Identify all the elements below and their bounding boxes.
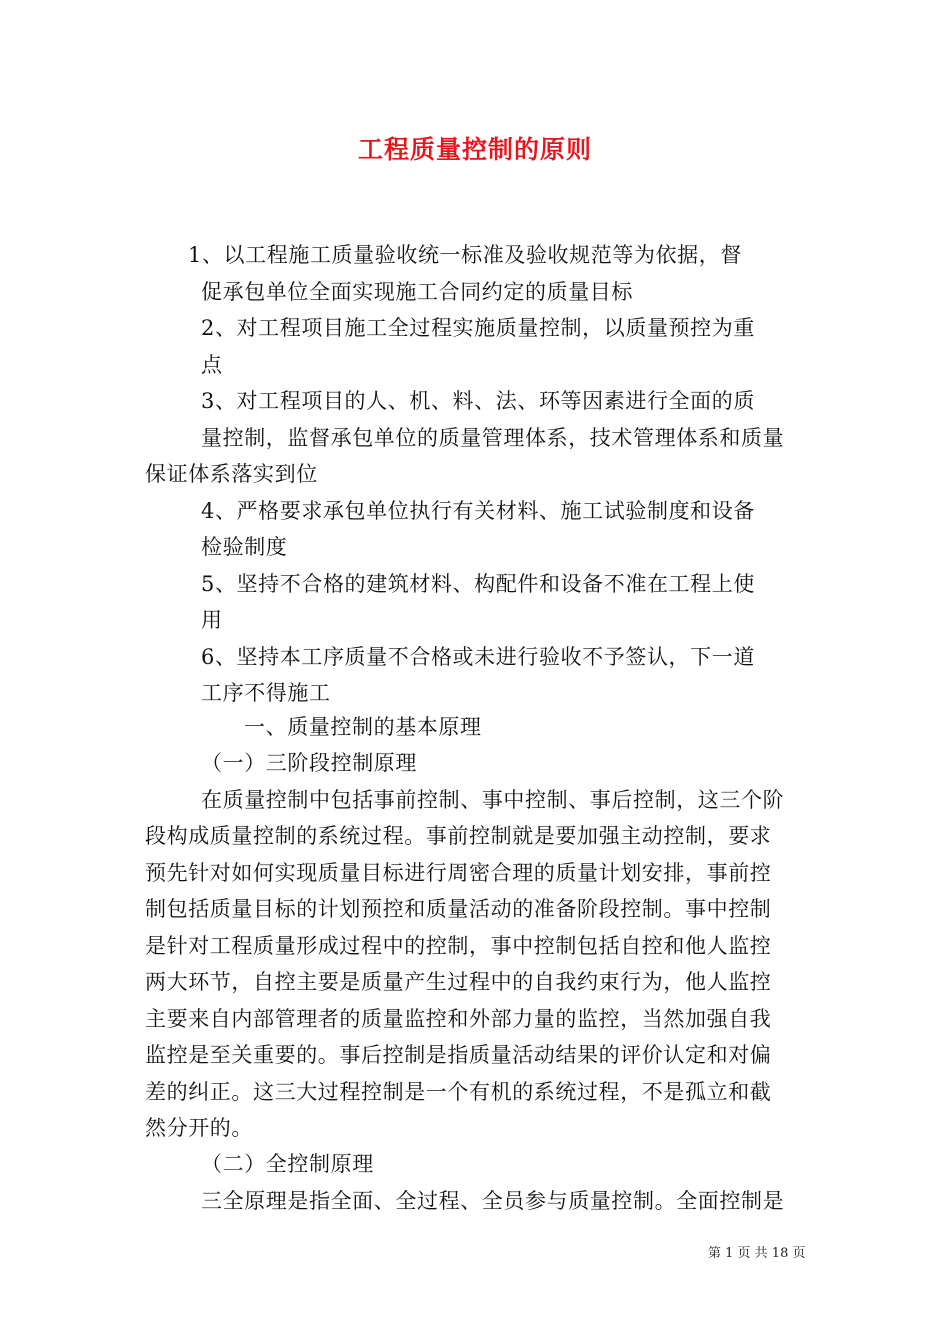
text-line: 保证体系落实到位 [145,462,318,486]
text-line: 工序不得施工 [201,681,331,705]
text-line: 主要来自内部管理者的质量监控和外部力量的监控，当然加强自我 [145,1007,772,1031]
text-line: 监控是至关重要的。事后控制是指质量活动结果的评价认定和对偏 [145,1043,772,1067]
text-line: 检验制度 [201,535,288,559]
text-line: 5、坚持不合格的建筑材料、构配件和设备不准在工程上使 [201,572,755,596]
text-line: 制包括质量目标的计划预控和质量活动的准备阶段控制。事中控制 [145,897,772,921]
text-line: 段构成质量控制的系统过程。事前控制就是要加强主动控制，要求 [145,824,772,848]
text-line: 两大环节，自控主要是质量产生过程中的自我约束行为，他人监控 [145,970,772,994]
text-line: 三全原理是指全面、全过程、全员参与质量控制。全面控制是 [201,1189,785,1213]
subsection-heading: （一）三阶段控制原理 [201,751,417,775]
section-heading: 一、质量控制的基本原理 [244,715,482,739]
text-line: 用 [201,608,223,632]
text-line: 是针对工程质量形成过程中的控制，事中控制包括自控和他人监控 [145,934,772,958]
text-line: 2、对工程项目施工全过程实施质量控制，以质量预控为重 [201,316,755,340]
text-line: 3、对工程项目的人、机、料、法、环等因素进行全面的质 [201,389,755,413]
page-number: 第 1 页 共 18 页 [708,1246,806,1261]
text-line: 点 [201,353,223,377]
text-line: 1、以工程施工质量验收统一标准及验收规范等为依据，督 [188,243,742,267]
text-line: 6、坚持本工序质量不合格或未进行验收不予签认，下一道 [201,645,755,669]
text-line: 在质量控制中包括事前控制、事中控制、事后控制，这三个阶 [201,788,785,812]
text-line: 然分开的。 [145,1116,253,1140]
document-title: 工程质量控制的原则 [357,135,592,164]
text-line: 4、严格要求承包单位执行有关材料、施工试验制度和设备 [201,499,755,523]
text-line: 促承包单位全面实现施工合同约定的质量目标 [201,280,633,304]
subsection-heading: （二）全控制原理 [201,1152,374,1176]
text-line: 预先针对如何实现质量目标进行周密合理的质量计划安排，事前控 [145,861,772,885]
text-line: 量控制，监督承包单位的质量管理体系，技术管理体系和质量 [201,426,785,450]
text-line: 差的纠正。这三大过程控制是一个有机的系统过程，不是孤立和截 [145,1080,772,1104]
